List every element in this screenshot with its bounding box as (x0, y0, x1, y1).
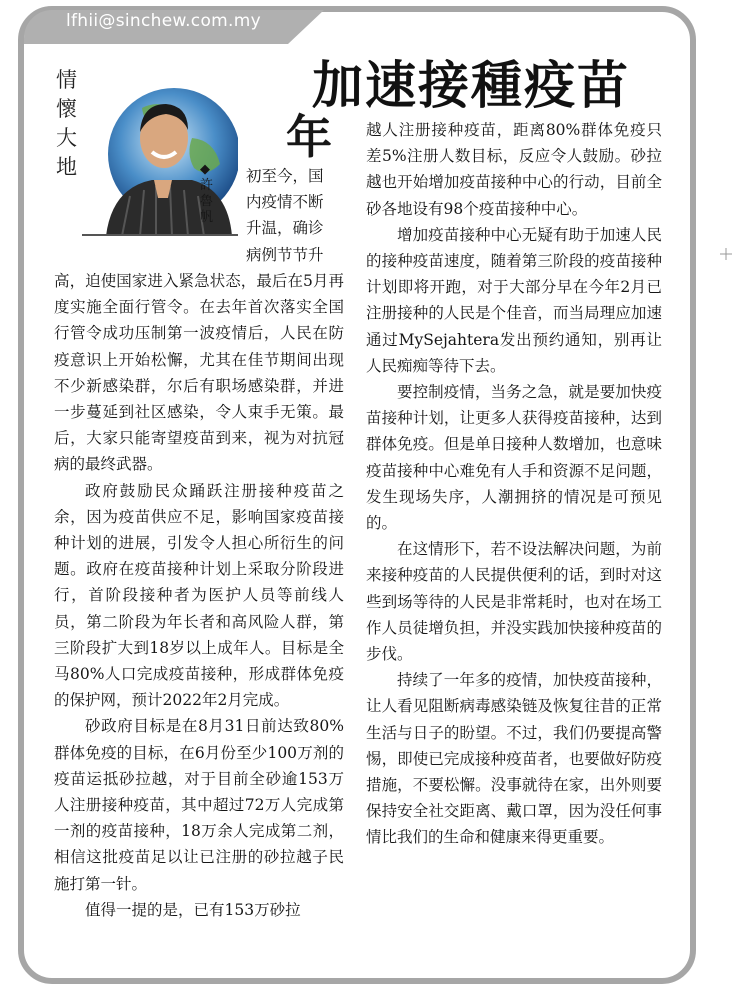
author-email: lfhii@sinchew.com.my (66, 11, 261, 31)
paragraph: 政府鼓励民众踊跃注册接种疫苗之余，因为疫苗供应不足，影响国家疫苗接种计划的进展，引发令人担心所衍生的问题。政府在疫苗接种计划上采取分阶段进行，首阶段接种者为医护人员等前线人员，第二阶段为年长者和高风险人群，第三阶段扩大到18岁以上成年人。目标是全马80%人口完成疫苗接种，形成群体免疫的保护网，预计2022年2月完成。 (54, 481, 344, 710)
paragraph: 要控制疫情，当务之急，就是要加快疫苗接种计划，让更多人获得疫苗接种，达到群体免疫。但是单日接种人数增加，也意味疫苗接种中心难免有人手和资源不足问题，发生现场失序，人潮拥挤的情况是可预见的。 (366, 383, 662, 533)
intro-line: 初至今，国 (246, 167, 324, 185)
paragraph: 在这情形下，若不设法解决问题，为前来接种疫苗的人民提供便利的话，到时对这些到场等待的人民是非常耗时，也对在场工作人员徒增负担，并没实践加快接种疫苗的步伐。 (366, 540, 662, 664)
intro-line: 内疫情不断 (246, 193, 324, 212)
column-name-char: 情 (56, 68, 77, 92)
intro-line: 升温，确诊 (246, 219, 324, 238)
intro-wrap (246, 163, 338, 268)
author-bullet: ◆ (200, 162, 210, 177)
paragraph: 增加疫苗接种中心无疑有助于加速人民的接种疫苗速度，随着第三阶段的疫苗接种计划即将开跑，对于大部分早在今年2月已注册接种的人民是个佳音，而当局理应加速通过MySejahtera发出预约通知，别再让人民痴痴等待下去。 (366, 225, 662, 375)
column-name-char: 大 (56, 126, 77, 150)
right-column (366, 117, 662, 851)
author-char: 許 (200, 178, 214, 193)
headline: 加速接種疫苗 (312, 57, 631, 116)
author-char: 帆 (200, 210, 214, 225)
author-byline (200, 162, 218, 226)
intro-line: 病例节节升 (246, 245, 324, 264)
crosshair-icon (720, 248, 732, 260)
left-column (54, 268, 344, 923)
column-name (56, 66, 80, 182)
author-char: 魯 (200, 194, 214, 209)
paragraph: 高，迫使国家进入紧急状态，最后在5月再度实施全面行管令。在去年首次落实全国行管令成功压制第一波疫情后，人民在防疫意识上开始松懈，尤其在佳节期间出现不少新感染群，尔后有职场感染群，并进一步蔓延到社区感染，令人束手无策。最后，大家只能寄望疫苗到来，视为对抗冠病的最终武器。 (54, 272, 344, 474)
paragraph: 越人注册接种疫苗，距离80%群体免疫只差5%注册人数目标，反应令人鼓励。砂拉越也开始增加疫苗接种中心的行动，目前全砂各地设有98个疫苗接种中心。 (366, 121, 662, 218)
drop-cap: 年 (286, 110, 332, 164)
column-name-char: 懷 (56, 97, 77, 121)
paragraph: 砂政府目标是在8月31日前达致80%群体免疫的目标，在6月份至少100万剂的疫苗运抵砂拉越，对于目前全砂逾153万人注册接种疫苗，其中超过72万人完成第一剂的疫苗接种，18万余人完成第二剂，相信这批疫苗足以让已注册的砂拉越子民施打第一针。 (54, 717, 344, 893)
column-name-char: 地 (56, 155, 77, 179)
paragraph: 持续了一年多的疫情，加快疫苗接种，让人看见阻断病毒感染链及恢复往昔的正常生活与日子的盼望。不过，我们仍要提高警惕，即使已完成接种疫苗者，也要做好防疫措施，不要松懈。没事就待在家，出外则要保持安全社交距离、戴口罩，因为没任何事情比我们的生命和健康来得更重要。 (366, 671, 662, 847)
paragraph: 值得一提的是，已有153万砂拉 (85, 900, 301, 919)
